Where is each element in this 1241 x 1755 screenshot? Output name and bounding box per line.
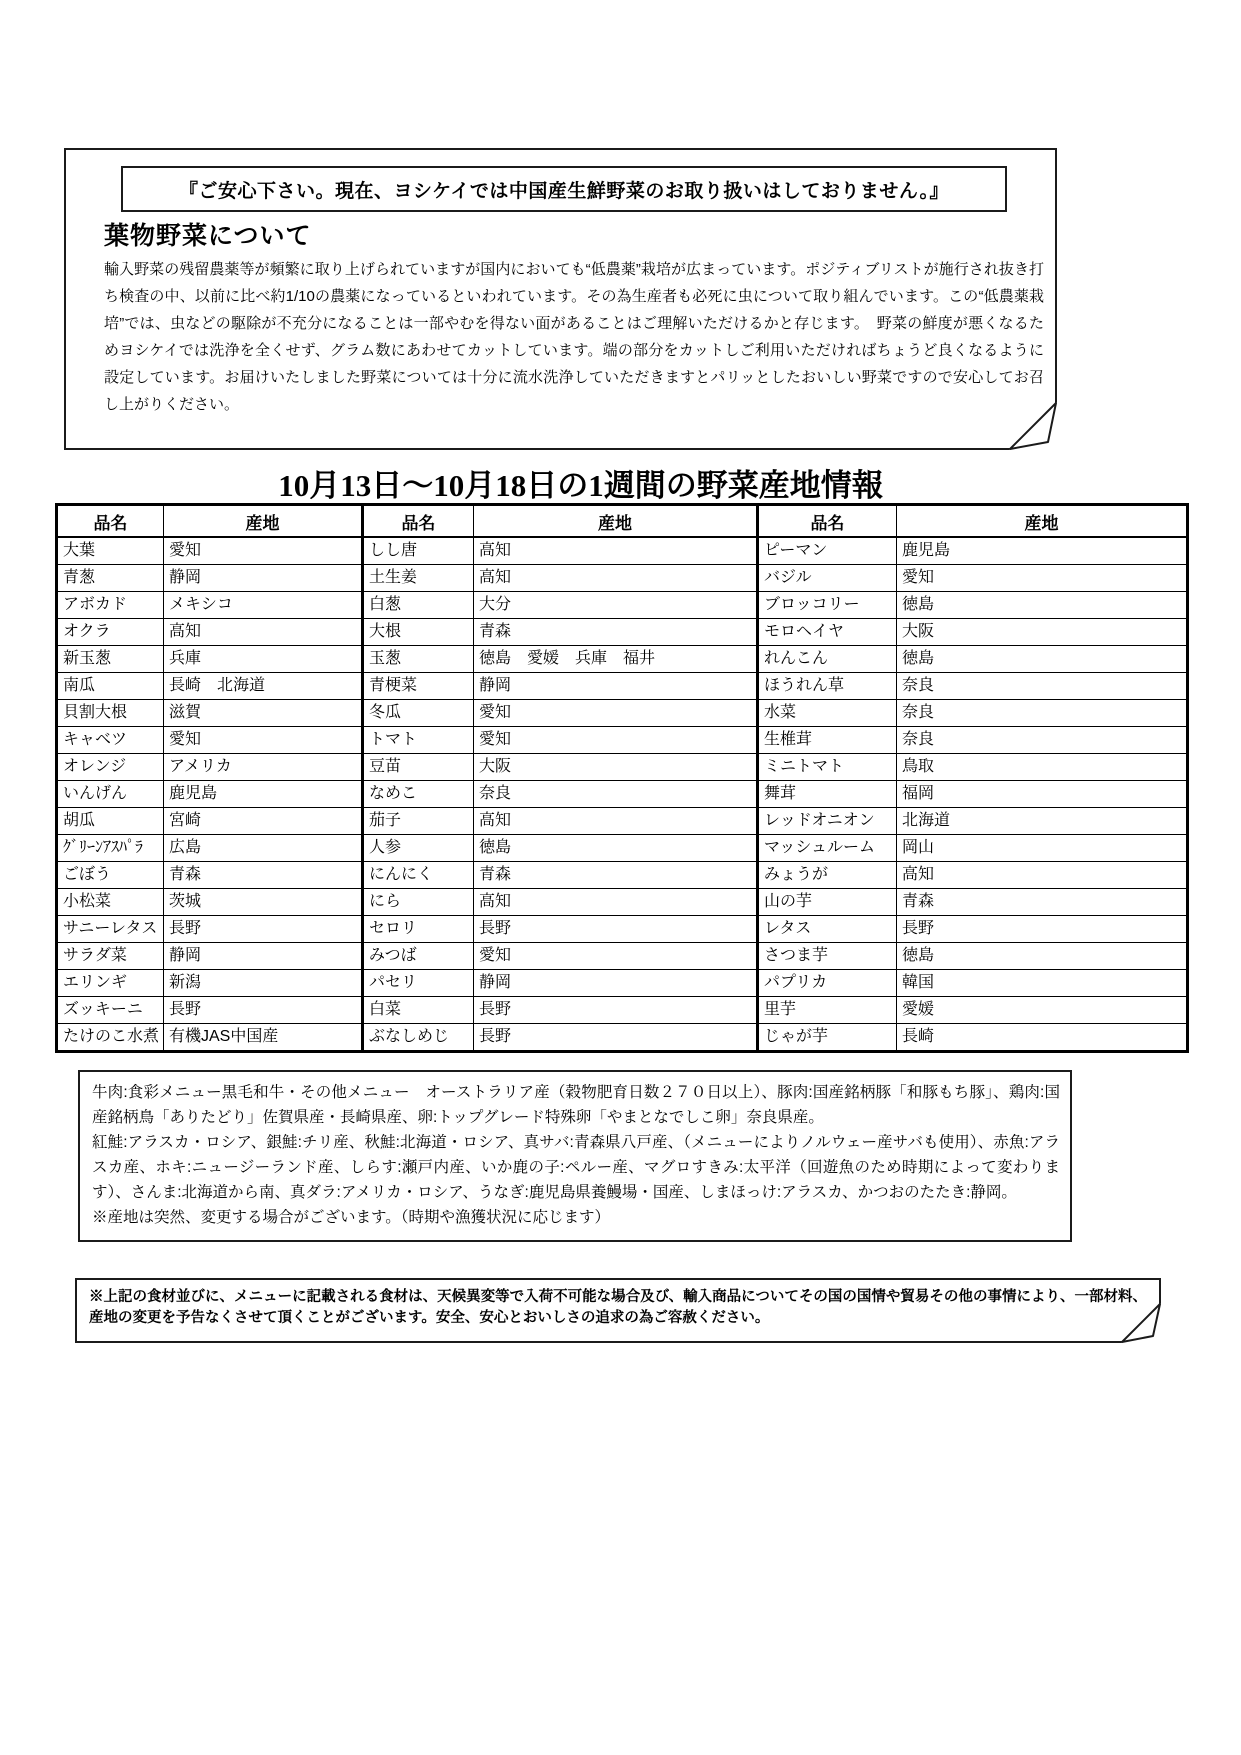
origin-cell: 宮崎 (164, 808, 363, 835)
item-name-cell: 大根 (363, 619, 474, 646)
table-title: 10月13日～10月18日の1週間の野菜産地情報 (278, 468, 883, 503)
item-name-cell: しし唐 (363, 537, 474, 565)
item-name-cell: ｸﾞﾘｰﾝｱｽﾊﾟﾗ (57, 835, 164, 862)
origin-cell: 長野 (164, 916, 363, 943)
table-row (57, 862, 1188, 889)
origin-cell: 静岡 (474, 673, 758, 700)
origin-cell: 鹿児島 (164, 781, 363, 808)
table-row (57, 781, 1188, 808)
column-header: 品名 (758, 505, 897, 538)
meat-fish-box (78, 1070, 1072, 1242)
column-header: 品名 (57, 505, 164, 538)
item-name-cell: いんげん (57, 781, 164, 808)
item-name-cell: 白葱 (363, 592, 474, 619)
table-row (57, 943, 1188, 970)
origin-cell: 奈良 (897, 673, 1188, 700)
item-name-cell: にんにく (363, 862, 474, 889)
origin-cell: 徳島 愛媛 兵庫 福井 (474, 646, 758, 673)
origin-cell: 岡山 (897, 835, 1188, 862)
origin-cell: 有機JAS中国産 (164, 1024, 363, 1052)
origin-cell: 静岡 (164, 565, 363, 592)
item-name-cell: 白菜 (363, 997, 474, 1024)
footer-note-box (75, 1278, 1161, 1343)
item-name-cell: 大葉 (57, 537, 164, 565)
origin-cell: 広島 (164, 835, 363, 862)
origin-cell: 高知 (474, 537, 758, 565)
column-header: 産地 (897, 505, 1188, 538)
origin-cell: メキシコ (164, 592, 363, 619)
item-name-cell: サニーレタス (57, 916, 164, 943)
item-name-cell: 小松菜 (57, 889, 164, 916)
meat-fish-line: 牛肉:食彩メニュー黒毛和牛・その他メニュー オーストラリア産（穀物肥育日数２７０日以上）、豚肉:国産銘柄豚「和豚もち豚」、鶏肉:国産銘柄鳥「ありたどり」佐賀県産・長崎県産、卵:トップグレード特殊卵「やまとなでしこ卵」奈良県産。 (92, 1084, 1060, 1126)
origin-cell: 大阪 (474, 754, 758, 781)
origin-cell: 長野 (164, 997, 363, 1024)
origin-cell: 長野 (474, 916, 758, 943)
origin-cell: 愛知 (474, 700, 758, 727)
item-name-cell: みつば (363, 943, 474, 970)
item-name-cell: たけのこ水煮 (57, 1024, 164, 1052)
origin-cell: 徳島 (897, 646, 1188, 673)
item-name-cell: マッシュルーム (758, 835, 897, 862)
origin-cell: 高知 (474, 565, 758, 592)
table-row (57, 619, 1188, 646)
item-name-cell: 水菜 (758, 700, 897, 727)
origin-cell: 鹿児島 (897, 537, 1188, 565)
item-name-cell: 山の芋 (758, 889, 897, 916)
item-name-cell: 貝割大根 (57, 700, 164, 727)
item-name-cell: さつま芋 (758, 943, 897, 970)
item-name-cell: ブロッコリー (758, 592, 897, 619)
origin-cell: 愛知 (164, 727, 363, 754)
table-row (57, 970, 1188, 997)
origin-cell: 高知 (164, 619, 363, 646)
folded-corner-icon (1121, 1303, 1161, 1343)
item-name-cell: レタス (758, 916, 897, 943)
item-name-cell: モロヘイヤ (758, 619, 897, 646)
origin-cell: 長野 (897, 916, 1188, 943)
item-name-cell: 青葱 (57, 565, 164, 592)
item-name-cell: 豆苗 (363, 754, 474, 781)
origin-cell: 愛知 (474, 943, 758, 970)
origin-cell: 愛知 (164, 537, 363, 565)
origin-cell: 奈良 (474, 781, 758, 808)
table-row (57, 700, 1188, 727)
item-name-cell: ほうれん草 (758, 673, 897, 700)
origin-cell: 長野 (474, 997, 758, 1024)
section-title: 葉物野菜について (104, 222, 312, 250)
origin-table (55, 503, 1189, 1053)
origin-cell: 韓国 (897, 970, 1188, 997)
item-name-cell: ぶなしめじ (363, 1024, 474, 1052)
origin-cell: アメリカ (164, 754, 363, 781)
table-row (57, 727, 1188, 754)
table-row (57, 673, 1188, 700)
origin-cell: 奈良 (897, 700, 1188, 727)
item-name-cell: サラダ菜 (57, 943, 164, 970)
origin-cell: 大分 (474, 592, 758, 619)
origin-cell: 徳島 (474, 835, 758, 862)
table-row (57, 565, 1188, 592)
item-name-cell: じゃが芋 (758, 1024, 897, 1052)
origin-cell: 鳥取 (897, 754, 1188, 781)
origin-table-body (57, 537, 1188, 1052)
meat-fish-line: 紅鮭:アラスカ・ロシア、銀鮭:チリ産、秋鮭:北海道・ロシア、真サバ:青森県八戸産、（メニューによりノルウェー産サバも使用）、赤魚:アラスカ産、ホキ:ニュージーランド産、しらす:瀬戸内産、いか鹿の子:ペルー産、マグロすきみ:太平洋（回遊魚のため時期によって変わります）、さんま:北海道から南、真ダラ:アメリカ・ロシア、うなぎ:鹿児島県養鰻場・国産、しまほっけ:アラスカ、かつおのたたき:静岡。 (92, 1134, 1060, 1201)
origin-cell: 長崎 (897, 1024, 1188, 1052)
item-name-cell: ズッキーニ (57, 997, 164, 1024)
origin-cell: 青森 (474, 862, 758, 889)
item-name-cell: 新玉葱 (57, 646, 164, 673)
column-header: 産地 (164, 505, 363, 538)
item-name-cell: キャベツ (57, 727, 164, 754)
table-header-row (57, 505, 1188, 538)
origin-cell: 徳島 (897, 592, 1188, 619)
item-name-cell: 青梗菜 (363, 673, 474, 700)
origin-cell: 高知 (474, 808, 758, 835)
item-name-cell: 胡瓜 (57, 808, 164, 835)
origin-cell: 愛知 (474, 727, 758, 754)
item-name-cell: なめこ (363, 781, 474, 808)
origin-cell: 大阪 (897, 619, 1188, 646)
item-name-cell: みょうが (758, 862, 897, 889)
item-name-cell: トマト (363, 727, 474, 754)
item-name-cell: ミニトマト (758, 754, 897, 781)
folded-corner-icon (1009, 402, 1057, 450)
origin-cell: 青森 (164, 862, 363, 889)
item-name-cell: バジル (758, 565, 897, 592)
item-name-cell: 舞茸 (758, 781, 897, 808)
notice-box (64, 148, 1057, 450)
headline-text: 『ご安心下さい。現在、ヨシケイでは中国産生鮮野菜のお取り扱いはしておりません。』 (179, 180, 949, 202)
item-name-cell: パプリカ (758, 970, 897, 997)
item-name-cell: オクラ (57, 619, 164, 646)
table-row (57, 537, 1188, 565)
item-name-cell: 玉葱 (363, 646, 474, 673)
column-header: 産地 (474, 505, 758, 538)
item-name-cell: アボカド (57, 592, 164, 619)
origin-cell: 高知 (474, 889, 758, 916)
origin-cell: 徳島 (897, 943, 1188, 970)
origin-cell: 福岡 (897, 781, 1188, 808)
table-row (57, 835, 1188, 862)
origin-cell: 愛媛 (897, 997, 1188, 1024)
meat-fish-origin-note: ※産地は突然、変更する場合がございます。（時期や漁獲状況に応じます） (92, 1209, 611, 1226)
item-name-cell: 生椎茸 (758, 727, 897, 754)
table-row (57, 916, 1188, 943)
item-name-cell: エリンギ (57, 970, 164, 997)
item-name-cell: ごぼう (57, 862, 164, 889)
origin-cell: 静岡 (474, 970, 758, 997)
table-row (57, 592, 1188, 619)
table-row (57, 754, 1188, 781)
item-name-cell: セロリ (363, 916, 474, 943)
item-name-cell: パセリ (363, 970, 474, 997)
origin-cell: 長崎 北海道 (164, 673, 363, 700)
table-row (57, 1024, 1188, 1052)
item-name-cell: オレンジ (57, 754, 164, 781)
footer-note-text: ※上記の食材並びに、メニューに記載される食材は、天候異変等で入荷不可能な場合及び、輸入商品についてその国の国情や貿易その他の事情により、一部材料、産地の変更を予告なくさせて頂くことがございます。安全、安心とおいしさの追求の為ご容赦ください。 (89, 1289, 1147, 1326)
table-row (57, 889, 1188, 916)
origin-cell: 兵庫 (164, 646, 363, 673)
origin-cell: 長野 (474, 1024, 758, 1052)
origin-cell: 北海道 (897, 808, 1188, 835)
notice-body-text: 輸入野菜の残留農薬等が頻繁に取り上げられていますが国内においても“低農薬”栽培が広まっています。ポジティブリストが施行され抜き打ち検査の中、以前に比べ約1/10の農薬になっているといわれています。その為生産者も必死に虫について取り組んでいます。この“低農薬栽培”では、虫などの駆除が不充分になることは一部やむを得ない面があることはご理解いただけるかと存じます。 野菜の鮮度が悪くなるためヨシケイでは洗浄を全くせず、グラム数にあわせてカットしています。端の部分をカットしご利用いただければちょうど良くなるように設定しています。お届けいたしました野菜については十分に流水洗浄していただきますとパリッとしたおいしい野菜ですので安心してお召し上がりください。 (104, 261, 1044, 413)
origin-cell: 青森 (474, 619, 758, 646)
item-name-cell: 土生姜 (363, 565, 474, 592)
item-name-cell: 南瓜 (57, 673, 164, 700)
item-name-cell: ピーマン (758, 537, 897, 565)
origin-cell: 奈良 (897, 727, 1188, 754)
item-name-cell: レッドオニオン (758, 808, 897, 835)
origin-cell: 青森 (897, 889, 1188, 916)
table-row (57, 997, 1188, 1024)
origin-cell: 滋賀 (164, 700, 363, 727)
table-row (57, 646, 1188, 673)
item-name-cell: 里芋 (758, 997, 897, 1024)
column-header: 品名 (363, 505, 474, 538)
item-name-cell: 冬瓜 (363, 700, 474, 727)
item-name-cell: 茄子 (363, 808, 474, 835)
headline-box (121, 166, 1007, 212)
origin-cell: 高知 (897, 862, 1188, 889)
item-name-cell: 人参 (363, 835, 474, 862)
origin-cell: 愛知 (897, 565, 1188, 592)
table-row (57, 808, 1188, 835)
item-name-cell: にら (363, 889, 474, 916)
origin-cell: 茨城 (164, 889, 363, 916)
item-name-cell: れんこん (758, 646, 897, 673)
origin-cell: 静岡 (164, 943, 363, 970)
origin-cell: 新潟 (164, 970, 363, 997)
